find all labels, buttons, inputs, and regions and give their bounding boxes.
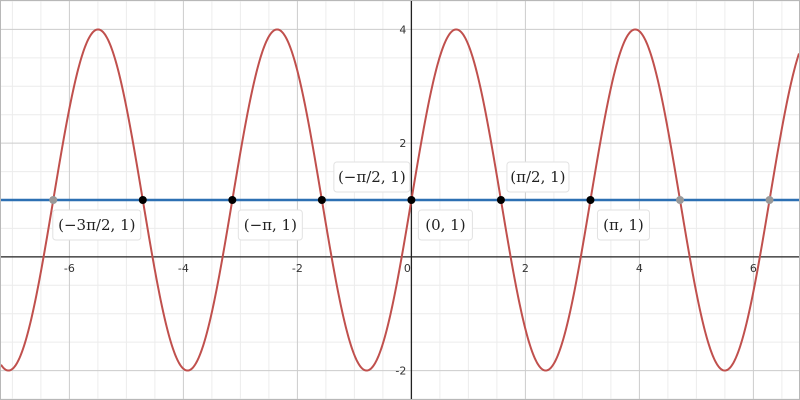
point-label: (−π/2, 1) bbox=[337, 168, 406, 186]
y-tick-label: 4 bbox=[399, 23, 407, 37]
intersection-point bbox=[586, 196, 594, 204]
point-label: (0, 1) bbox=[425, 216, 466, 234]
point-label: (−π, 1) bbox=[243, 216, 297, 234]
intersection-point bbox=[139, 196, 147, 204]
intersection-point bbox=[49, 196, 57, 204]
point-label: (π/2, 1) bbox=[510, 168, 566, 186]
x-tick-label: 6 bbox=[749, 261, 757, 275]
y-tick-label: 2 bbox=[399, 137, 407, 151]
intersection-point bbox=[407, 196, 415, 204]
intersection-point bbox=[766, 196, 774, 204]
y-tick-label: -2 bbox=[395, 364, 407, 378]
x-tick-label: 2 bbox=[521, 261, 529, 275]
x-tick-label: -2 bbox=[291, 261, 303, 275]
intersection-point bbox=[676, 196, 684, 204]
intersection-point bbox=[497, 196, 505, 204]
point-label: (π, 1) bbox=[603, 216, 644, 234]
x-tick-label: 4 bbox=[635, 261, 643, 275]
plot-svg bbox=[1, 1, 799, 399]
x-tick-label: -6 bbox=[63, 261, 75, 275]
intersection-point bbox=[228, 196, 236, 204]
x-tick-label: 0 bbox=[403, 261, 411, 275]
point-label: (−3π/2, 1) bbox=[58, 216, 136, 234]
x-tick-label: -4 bbox=[177, 261, 189, 275]
intersection-point bbox=[318, 196, 326, 204]
